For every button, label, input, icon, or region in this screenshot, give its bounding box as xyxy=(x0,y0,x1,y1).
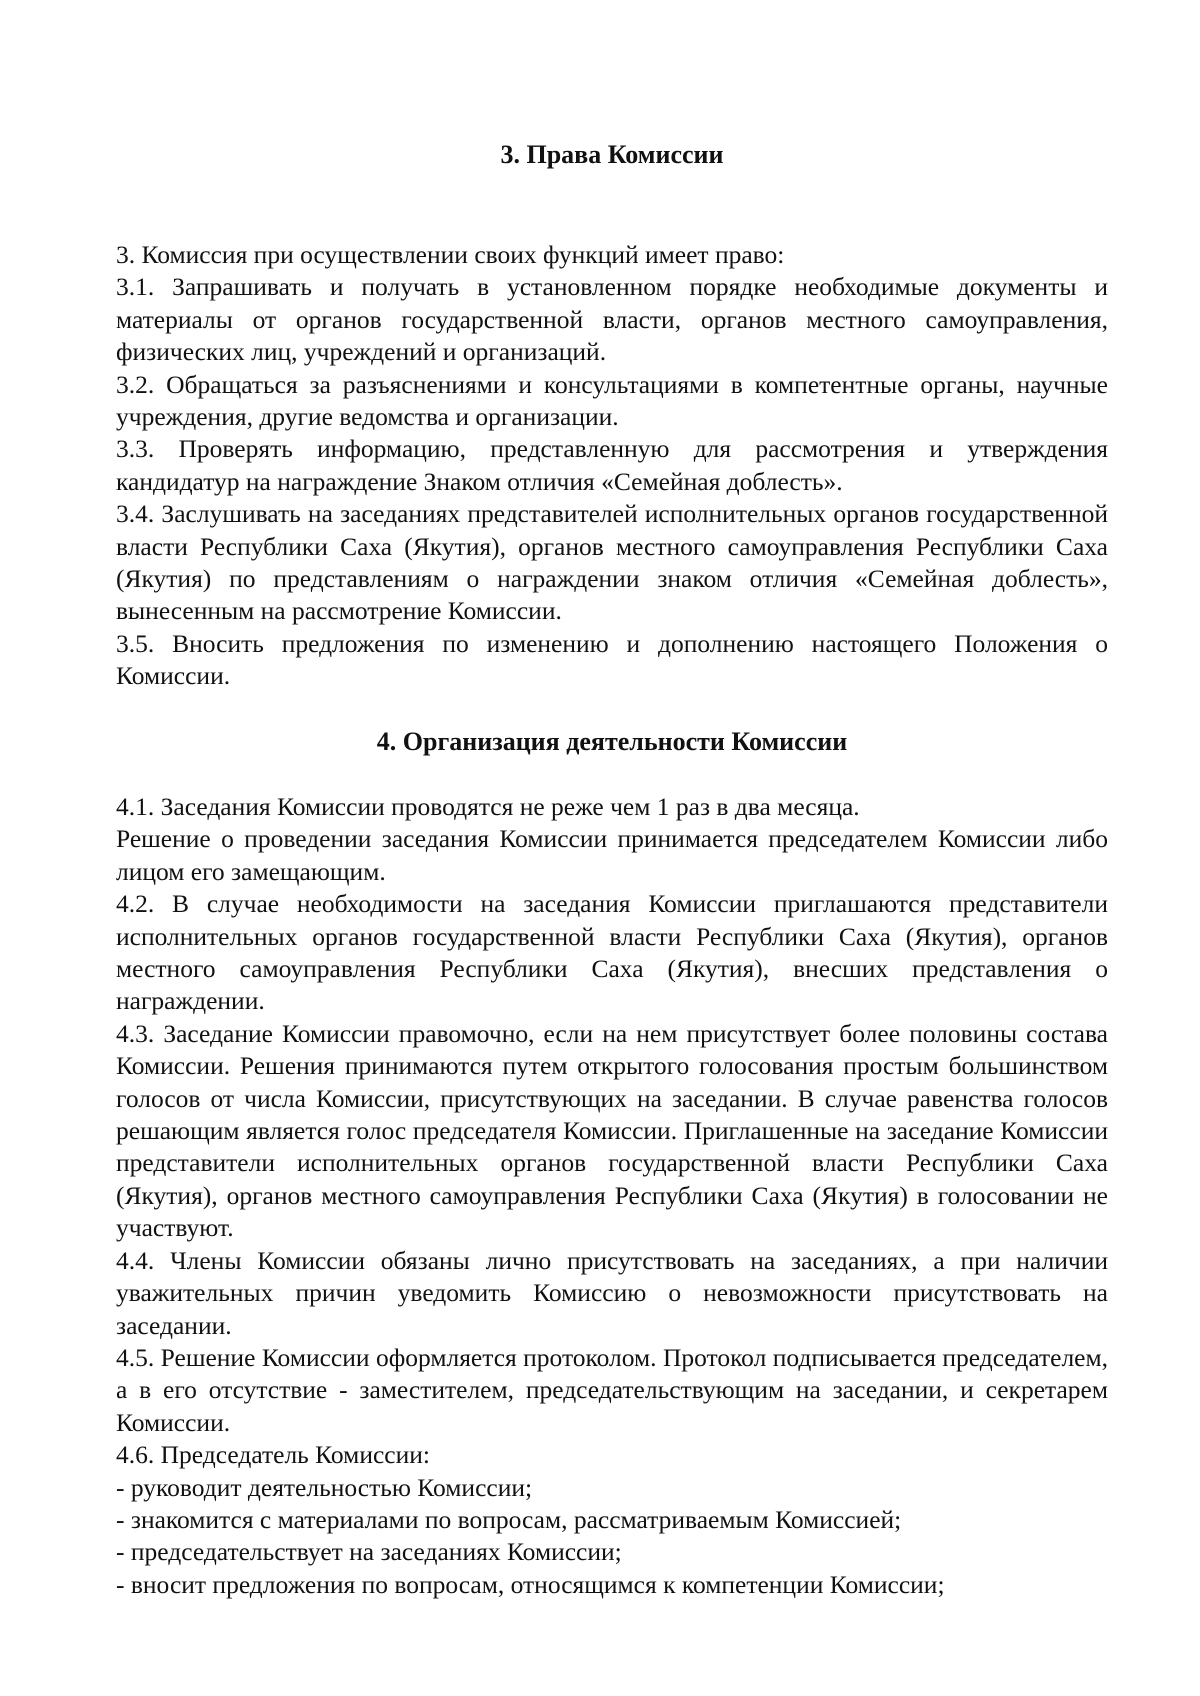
paragraph-3-4: 3.4. Заслушивать на заседаниях представителей исполнительных органов государственной власти Республики Саха (Якутия), органов местного самоуправления Республики Саха (Якутия) по представлениям о награждении знаком отличия «Семейная доблесть», вынесенным на рассмотрение Комиссии. xyxy=(116,499,1108,626)
list-item: - знакомится с материалами по вопросам, рассматриваемым Комиссией; xyxy=(116,1504,902,1534)
section-3-heading: 3. Права Комиссии xyxy=(500,140,724,169)
list-item: - вносит предложения по вопросам, относящимся к компетенции Комиссии; xyxy=(116,1569,945,1599)
paragraph-3-3: 3.3. Проверять информацию, представленную для рассмотрения и утверждения кандидатур на награждение Знаком отличия «Семейная доблесть». xyxy=(116,434,1108,496)
paragraph-3-5: 3.5. Вносить предложения по изменению и дополнению настоящего Положения о Комиссии. xyxy=(116,628,1108,691)
paragraph-4-3: 4.3. Заседание Комиссии правомочно, если на нем присутствует более половины состава Комиссии. Решения принимаются путем открытого голосования простым большинством голосов от числа Комиссии, присутствующих на заседании. В случае равенства голосов решающим является голос председателя Комиссии. Приглашенные на заседание Комиссии представители исполнительных органов государственной власти Республики Саха (Якутия), органов местного самоуправления Республики Саха (Якутия) в голосовании не участвуют. xyxy=(116,1018,1108,1243)
section-3-body xyxy=(116,239,1108,693)
paragraph-3-1: 3.1. Запрашивать и получать в установленном порядке необходимые документы и материалы от органов государственной власти, органов местного самоуправления, физических лиц, учреждений и организаций. xyxy=(116,272,1108,367)
paragraph-4-5: 4.5. Решение Комиссии оформляется протоколом. Протокол подписывается председателем, а в его отсутствие - заместителем, председательствующим на заседании, и секретарем Комиссии. xyxy=(116,1342,1108,1437)
section-4-heading: 4. Организация деятельности Комиссии xyxy=(376,727,848,756)
paragraph-4-4: 4.4. Члены Комиссии обязаны лично присутствовать на заседаниях, а при наличии уважительных причин уведомить Комиссию о невозможности присутствовать на заседании. xyxy=(116,1245,1108,1340)
list-item: - руководит деятельностью Комиссии; xyxy=(116,1472,533,1502)
section-4-body xyxy=(116,791,1108,1601)
paragraph-4-1: 4.1. Заседания Комиссии проводятся не реже чем 1 раз в два месяца. xyxy=(116,792,860,821)
paragraph-3-2: 3.2. Обращаться за разъяснениями и консультациями в компетентные органы, научные учреждения, другие ведомства и организации. xyxy=(116,369,1108,432)
paragraph-3: 3. Комиссия при осуществлении своих функций имеет право: xyxy=(116,240,785,269)
paragraph-4-2: 4.2. В случае необходимости на заседания Комиссии приглашаются представители исполнительных органов государственной власти Республики Саха (Якутия), органов местного самоуправления Республики Саха (Якутия), внесших представления о награждении. xyxy=(116,889,1108,1016)
list-item: - председательствует на заседаниях Комиссии; xyxy=(116,1537,622,1567)
document-page xyxy=(116,0,1108,1696)
paragraph-4-1-decision: Решение о проведении заседания Комиссии принимается председателем Комиссии либо лицом его замещающим. xyxy=(116,824,1108,886)
paragraph-4-6: 4.6. Председатель Комиссии: xyxy=(116,1440,430,1470)
